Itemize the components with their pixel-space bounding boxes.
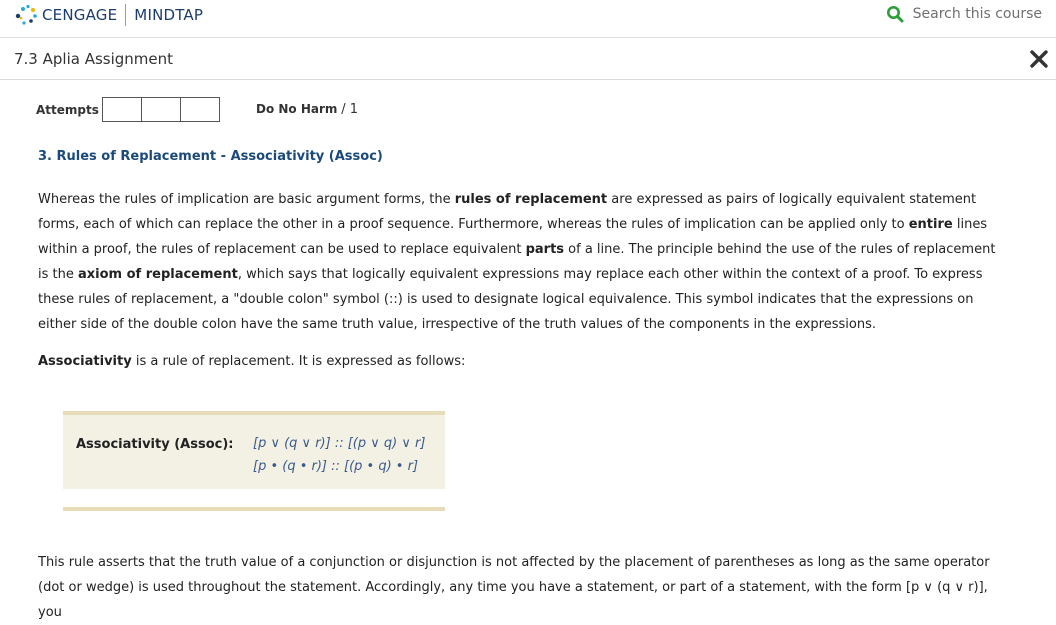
rule-bottom-border — [63, 507, 445, 511]
bold-term: parts — [525, 242, 565, 257]
text-run: of a line. The principle behind the use of the rules of replacement is the — [38, 242, 996, 282]
associativity-paragraph — [38, 349, 1003, 374]
attempts-tracker — [36, 97, 220, 122]
brand-mindtap: MINDTAP — [134, 6, 204, 24]
attempts-label: Attempts — [36, 102, 99, 117]
text-run: are expressed as pairs of logically equivalent statement forms, each of which can replace the other in a proof sequence. Furthermore, whereas the rules of implication can be applied only to — [38, 192, 977, 232]
attempt-box — [102, 97, 142, 122]
associativity-term: Associativity — [38, 354, 132, 369]
bold-term: entire — [908, 217, 953, 232]
rule-line-disjunction: [p ∨ (q ∨ r)] :: [(p ∨ q) ∨ r] — [253, 436, 426, 451]
search-icon — [886, 5, 904, 23]
top-bar — [0, 0, 1056, 38]
text-run: lines within a proof, the rules of replacement can be used to replace equivalent — [38, 217, 988, 257]
attempt-box — [180, 97, 220, 122]
text-run: Whereas the rules of implication are basic argument forms, the — [38, 192, 455, 207]
search-course[interactable] — [886, 5, 1042, 23]
brand-divider — [125, 4, 126, 26]
grade-score: / 1 — [341, 102, 359, 117]
associativity-text: is a rule of replacement. It is expressed as follows: — [131, 354, 466, 369]
brand[interactable] — [14, 5, 203, 25]
activity-header — [0, 38, 1056, 80]
rule-name: Associativity (Assoc): — [76, 437, 234, 452]
close-icon[interactable] — [1028, 48, 1050, 70]
text-run: , which says that logically equivalent expressions may replace each other within the context of a proof. To express these rules of replacement, a "double colon" symbol (::) is used to designate logical equivalence. This symbol indicates that the expressions on either side of the double colon have the same truth value, irrespective of the truth values of the components in the expressions. — [38, 267, 983, 332]
attempt-box — [141, 97, 181, 122]
activity-title: 7.3 Aplia Assignment — [14, 50, 174, 68]
rule-box — [63, 411, 445, 489]
brand-cengage: CENGAGE — [42, 6, 118, 24]
bold-term: axiom of replacement — [77, 267, 238, 282]
bold-term: rules of replacement — [454, 192, 608, 207]
rule-content — [63, 415, 445, 489]
question-title: 3. Rules of Replacement - Associativity (Assoc) — [38, 149, 383, 164]
rule-line-conjunction: [p • (q • r)] :: [(p • q) • r] — [253, 459, 419, 474]
cengage-logo-icon — [14, 4, 38, 26]
grade-label: Do No Harm — [256, 102, 338, 116]
intro-paragraph — [38, 187, 1003, 337]
grade-display — [256, 102, 358, 117]
search-label: Search this course — [912, 6, 1042, 22]
explanation-paragraph: This rule asserts that the truth value of a conjunction or disjunction is not affected by the placement of parentheses as long as the same operator (dot or wedge) is used throughout the statement. Accordingly, any time you have a statement, or part of a statement, with the form [p ∨ (q ∨ r)], you — [38, 555, 990, 620]
